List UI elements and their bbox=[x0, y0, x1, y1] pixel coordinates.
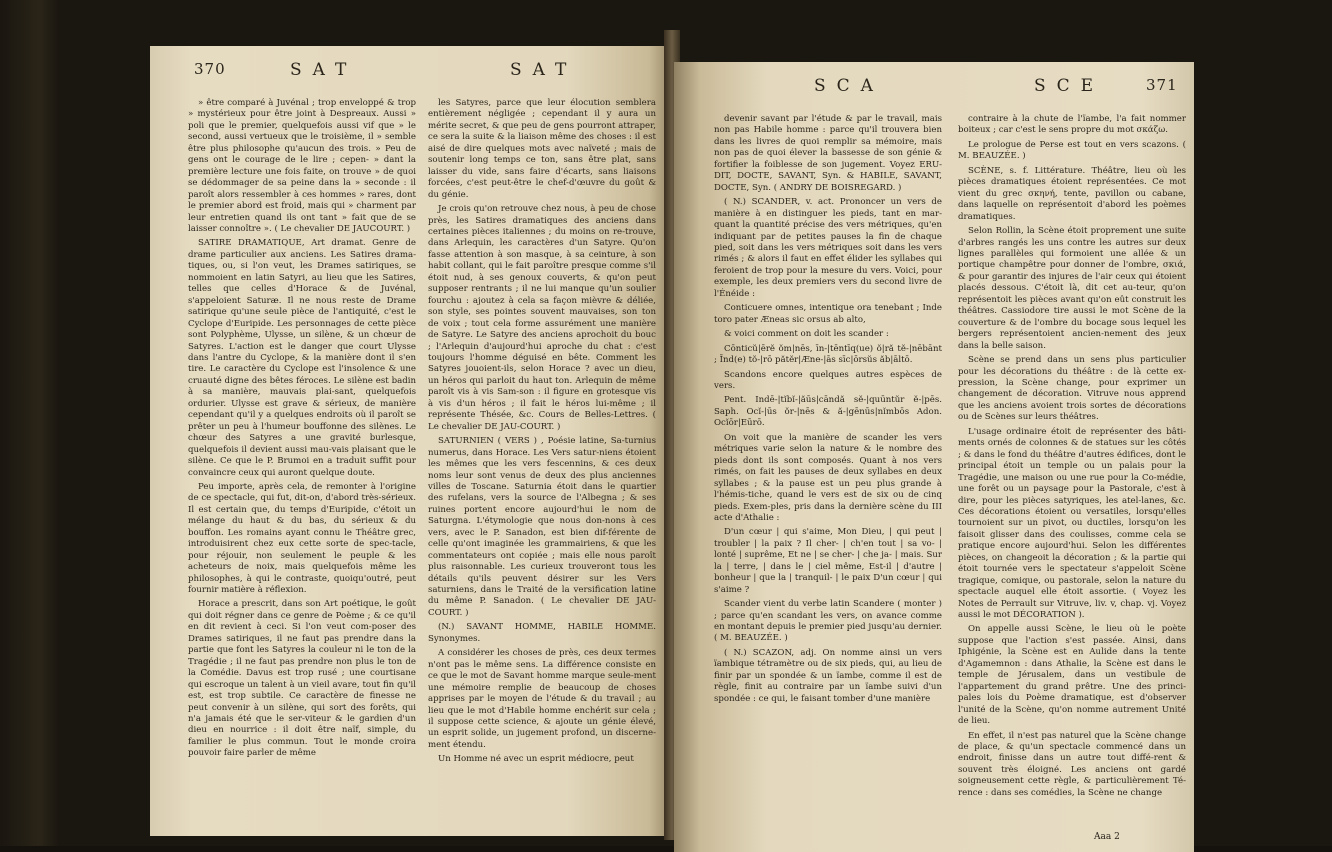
paragraph: Le prologue de Perse est tout en vers scazons. ( M. BEAUZÉE. ) bbox=[958, 139, 1186, 162]
paragraph: (N.) SAVANT HOMME, HABILE HOMME. Synonymes. bbox=[428, 622, 656, 644]
paragraph: SCÈNE, s. f. Littérature. Théâtre, lieu où les pièces dramatiques étoient représentées. Ce mot vient du grec σκηνή, tente, pavillon ou cabane, dans laquelle on représentoit d'abord les poèmes dramatiques. bbox=[958, 165, 1186, 222]
left-page-number: 370 bbox=[194, 60, 226, 78]
paragraph: Scander vient du verbe latin Scandere ( monter ) ; parce qu'en scandant les vers, on avance comme en montant depuis le premier pied jusqu'au dernier. ( M. BEAUZÉE. ) bbox=[714, 599, 942, 644]
paragraph: D'un cœur | qui s'aime, Mon Dieu, | qui peut | troubler | la paix ? Il cher- | ch'en tout | sa vo- | lonté | suprême, Et ne | se cher- | che ja- | mais. Sur la | terre, | dans le | ciel même, Est-il | d'autre | bonheur | que la | tranquil- | le paix D'un cœur | qui s'aime ? bbox=[714, 527, 942, 595]
paragraph: contraire à la chute de l'ïambe, l'a fait nommer boiteux ; car c'est le sens propre du mot σκάζω. bbox=[958, 114, 1186, 136]
left-running-head: SAT bbox=[290, 60, 358, 80]
paragraph: On voit que la manière de scander les vers métriques varie selon la nature & le nombre des pieds dont ils sont composés. Quant à nos vers rimés, on fait les pauses de deux syllabes en deux syllabes ; & la pause est un peu plus grande à l'hémis-tiche, quand le vers est de six ou de cinq pieds. Exem-ples, pris dans la dernière scène du III acte d'Athalie : bbox=[714, 432, 942, 523]
signature-mark: Aaa 2 bbox=[1094, 832, 1120, 842]
paragraph: Je crois qu'on retrouve chez nous, à peu de chose près, les Satires dramatiques des anciens dans certaines pièces italiennes ; du moins on re-trouve, dans Arlequin, les caractères d'un Satyre. Qu'on fasse attention à son masque, à sa ceinture, à son habit collant, qui le fait paroître presque comme s'il étoit nud, à ses genoux couverts, & qu'on peut supposer rentrants ; il ne lui manque qu'un soulier fourchu : ajoutez à cela sa façon mièvre & déliée, son style, ses pointes souvent mauvaises, son ton de voix ; tout cela forme assurément une manière de Satyre. Le Satyre des anciens aprochoit du bouc ; l'Arlequin d'aujourd'hui aproche du chat : c'est toujours l'homme déguisé en bête. Comment les Satyres jouoient-ils, selon Horace ? avec un dieu, un héros qui parloit du haut ton. Arlequin de même paroît vis à vis Sam-son : il figure en grotesque vis à vis d'un héros ; il fait le héros lui-même ; il représente Thésée, &c. Cours de Belles-Lettres. ( Le chevalier DE JAU-COURT. ) bbox=[428, 204, 656, 432]
paragraph: devenir savant par l'étude & par le travail, mais non pas Habile homme : parce qu'il trouvera bien dans les livres de quoi remplir sa mémoire, mais non pas de quoi élever la bassesse de son génie & fortifier la foiblesse de son jugement. Voyez ERU-DIT, DOCTE, SAVANT, Syn. & HABILE, SAVANT, DOCTE, Syn. ( ANDRY DE BOISREGARD. ) bbox=[714, 114, 942, 193]
paragraph: Scandons encore quelques autres espèces de vers. bbox=[714, 369, 942, 391]
paragraph: Selon Rollin, la Scène étoit proprement une suite d'arbres rangés les uns contre les autres sur deux lignes parallèles qui formoient une allée & un portique champêtre pour donner de l'ombre, σκιά, & pour garantir des injures de l'air ceux qui étoient placés dessous. C'étoit là, dit cet au-teur, qu'on représentoit les pièces avant qu'on eût construit les théâtres. Cassiodore tire aussi le mot Scène de la couverture & de l'ombre du bocage sous lequel les bergers représentoient ancien-nement des jeux dans la belle saison. bbox=[958, 226, 1186, 351]
paragraph: On appelle aussi Scène, le lieu où le poète suppose que l'action s'est passée. Ainsi, dans Iphigénie, la Scène est en Aulide dans la tente d'Agamemnon : dans Athalie, la Scène est dans le temple de Jérusalem, dans un vestibule de l'appartement du grand prêtre. Une des princi-pales lois du Poème dramatique, est d'observer l'unité de la Scène, qu'on nomme autrement Unité de lieu. bbox=[958, 624, 1186, 727]
paragraph: Conticuere omnes, intentique ora tenebant ; Inde toro pater Æneas sic orsus ab alto, bbox=[714, 303, 942, 325]
paragraph: Peu importe, après cela, de remonter à l'origine de ce spectacle, qui fut, dit-on, d'abord très-sérieux. Il est certain que, du temps d'Euripide, c'étoit un mélange du haut & du bas, du sérieux & du bouffon. Les romains ayant connu le Théâtre grec, introduisirent chez eux cette sorte de spec-tacle, pour réjouir, non seulement le peuple & les acheteurs de noix, mais quelquefois même les philosophes, à qui le contraste, quoiqu'outré, peut fournir matière à réflexion. bbox=[188, 481, 416, 596]
paragraph: En effet, il n'est pas naturel que la Scène change de place, & qu'un spectacle commencé dans un endroit, finisse dans un autre tout diffé-rent & souvent très éloigné. Les anciens ont gardé soigneusement cette règle, & particulièrement Té-rence : dans ses comédies, la Scène ne change bbox=[958, 730, 1186, 798]
paragraph: ( N.) SCAZON, adj. On nomme ainsi un vers ïambique tétramètre ou de six pieds, qui, au lieu de finir par un spondée & un ïambe, comme il est de règle, finit au contraire par un ïambe suivi d'un spondée : ce qui, le faisant tomber d'une manière bbox=[714, 647, 942, 704]
right-column-1 bbox=[714, 114, 942, 708]
paragraph: SATIRE DRAMATIQUE, Art dramat. Genre de drame particulier aux anciens. Les Satires drama-tiques, ou, si l'on veut, les Drames satiriques, se nommoient en latin Satyri, au lieu que les Satires, telles que celles d'Horace & de Juvénal, s'appeloient Saturæ. Il ne nous reste de Drame satirique qu'une seule pièce de l'antiquité, c'est le Cyclope d'Euripide. Les personnages de cette pièce sont Polyphème, Ulysse, un silène, & un chœur de Satyres. L'action est le danger que court Ulysse dans l'antre du Cyclope, & la manière dont il s'en tire. Le caractère du Cyclope est l'insolence & une cruauté digne des bêtes féroces. Le silène est badin à sa manière, mauvais plai-sant, quelquefois ordurier. Ulysse est grave & sérieux, de manière cependant qu'il y a quelques endroits où il paroît se prêter un peu à l'humeur bouffonne des silènes. Le chœur des Satyres a une gravité burlesque, quelquefois il devient aussi mau-vais plaisant que le silène. Ce que le P. Brumoi en a traduit suffit pour convaincre ceux qui auront quelque doute. bbox=[188, 238, 416, 478]
right-running-head: SCA bbox=[814, 76, 884, 96]
paragraph: Pent. Indē-|tĭbĭ-|ăūs|cāndă sĕ-|quūntŭr ĕ-|pēs. Saph. Ocĭ-|ūs ŏr-|nēs & ă-|gēnūs|nĭmbōs Adon. Ocĭōr|Eūrō. bbox=[714, 395, 942, 429]
paragraph: Cōnticŭ|ērĕ ŏm|nēs, īn-|tēntīq(ue) ŏ|ră tĕ-|nēbānt ; Īnd(e) tŏ-|rō pătĕr|Æne-|ās sīc|ōrsŭs ăb|āltō. bbox=[714, 343, 942, 366]
right-page bbox=[674, 62, 1194, 852]
right-running-head-2: SCE bbox=[1034, 76, 1105, 96]
paragraph: A considérer les choses de près, ces deux termes n'ont pas le même sens. La différence consiste en ce que le mot de Savant homme marque seule-ment une mémoire remplie de beaucoup de choses apprises par le moyen de l'étude & du travail ; au lieu que le mot d'Habile homme enchérit sur cela ; il suppose cette science, & ajoute un génie élevé, un esprit solide, un jugement profond, un discerne-ment étendu. bbox=[428, 648, 656, 750]
paragraph: Scène se prend dans un sens plus particulier pour les décorations du théâtre : de là cette ex-pression, la Scène change, pour exprimer un changement de décoration. Vitruve nous apprend que les anciens avoient trois sortes de décorations ou de Scènes sur leurs théâtres. bbox=[958, 355, 1186, 423]
right-column-2 bbox=[958, 114, 1186, 802]
paragraph: & voici comment on doit les scander : bbox=[724, 329, 889, 340]
paragraph: les Satyres, parce que leur élocution semblera entièrement négligée ; cependant il y aura un mérite secret, & que peu de gens pourront attraper, ce sera la suite & la liaison même des choses : il est aisé de dire quelques mots avec naïveté ; mais de soutenir long temps ce ton, sans être plat, sans laisser du vide, sans faire d'écarts, sans liaisons forcées, c'est peut-être le chef-d'œuvre du goût & du génie. bbox=[428, 98, 656, 200]
left-column-1 bbox=[188, 98, 416, 763]
left-running-head-2: SAT bbox=[510, 60, 578, 80]
paragraph: L'usage ordinaire étoit de représenter des bâti-ments ornés de colonnes & de statues sur les côtés ; & dans le fond du théâtre d'autres édifices, dont le principal étoit un temple ou un palais pour la Tragédie, une maison ou une rue pour la Co-médie, une forêt ou un paysage pour la Pastorale, c'est à dire, pour les pièces satyriques, les atel-lanes, &c. Ces décorations étoient ou versatiles, lorsqu'elles tournoient sur un pivot, ou ductiles, lorsqu'on les faisoit glisser dans des coulisses, comme cela se pratique encore aujourd'hui. Selon les différentes pièces, on changeoit la décoration ; & la partie qui étoit tournée vers le spectateur s'appeloit Scène tragique, comique, ou pastorale, selon la nature du spectacle auquel elle étoit assortie. ( Voyez les Notes de Perrault sur Vitruve, liv. v, chap. vj. Voyez aussi le mot DÉCORATION ). bbox=[958, 426, 1186, 621]
paragraph: Un Homme né avec un esprit médiocre, peut bbox=[438, 754, 634, 765]
paragraph: ( N.) SCANDER, v. act. Prononcer un vers de manière à en distinguer les pieds, tant en mar-quant la quantité précise des vers métriques, qu'en indiquant par de petites pauses la fin de chaque pied, soit dans les vers métriques soit dans les vers rimés ; & alors il faut en effet élider les syllabes qui feroient de trop pour la mesure du vers. Voici, pour exemple, les deux premiers vers du second livre de l'Énéide : bbox=[714, 197, 942, 299]
left-page bbox=[150, 46, 670, 836]
right-page-number: 371 bbox=[1146, 76, 1178, 94]
paragraph: Horace a prescrit, dans son Art poétique, le goût qui doit régner dans ce genre de Poème ; & ce qu'il en dit revient à ceci. Si l'on veut com-poser des Drames satiriques, il ne faut pas prendre dans la partie que font les Satyres la couleur ni le ton de la Tragédie ; il ne faut pas prendre non plus le ton de la Comédie. Davus est trop rusé ; une courtisane qui escroque un talent à un vieil avare, tout fin qu'il est, est trop subtile. Ce caractère de finesse ne peut convenir à un silène, qui sort des forêts, qui n'a jamais été que le ser-viteur & le gardien d'un dieu en nourrice : il doit être naïf, simple, du familier le plus commun. Tout le monde croira pouvoir faire parler de même bbox=[188, 599, 416, 759]
paragraph: SATURNIEN ( VERS ) , Poésie latine, Sa-turnius numerus, dans Horace. Les Vers satur-niens étoient les mêmes que les vers fescennins, & ces deux noms leur sont venus de deux des plus anciennes villes de Toscane. Saturnia étoit dans le quartier des rufelans, vers la source de l'Albegna ; & ses ruines portent encore aujourd'hui le nom de Saturgna. L'étymologie que nous don-nons à ces vers, avec le P. Sanadon, est bien dif-férente de celle qu'ont imaginée les grammairiens, & que les commentateurs ont copiée ; mais elle nous paroît plus raisonnable. Les curieux trouveront tous les détails qu'ils peuvent désirer sur les Vers saturniens, dans le Traité de la versification latine du même P. Sanadon. ( Le chevalier DE JAU-COURT. ) bbox=[428, 436, 656, 618]
left-column-2 bbox=[428, 98, 656, 769]
paragraph: » être comparé à Juvénal ; trop enveloppé & trop » mystérieux pour être joint à Despreaux. Aussi » poli que le premier, quelquefois aussi vif que » le second, aussi vertueux que le troisième, il » semble être plus philosophe qu'aucun des trois. » Peu de gens ont le courage de le lire ; cepen- » dant la première lecture une fois faite, on trouve » de quoi se dédommager de sa peine dans la » seconde : il paroît alors ressembler à ces hommes » rares, dont le premier abord est froid, mais qui » charment par leur entretien quand ils ont tant » fait que de se laisser connoître ». ( Le chevalier DE JAUCOURT. ) bbox=[188, 98, 416, 234]
